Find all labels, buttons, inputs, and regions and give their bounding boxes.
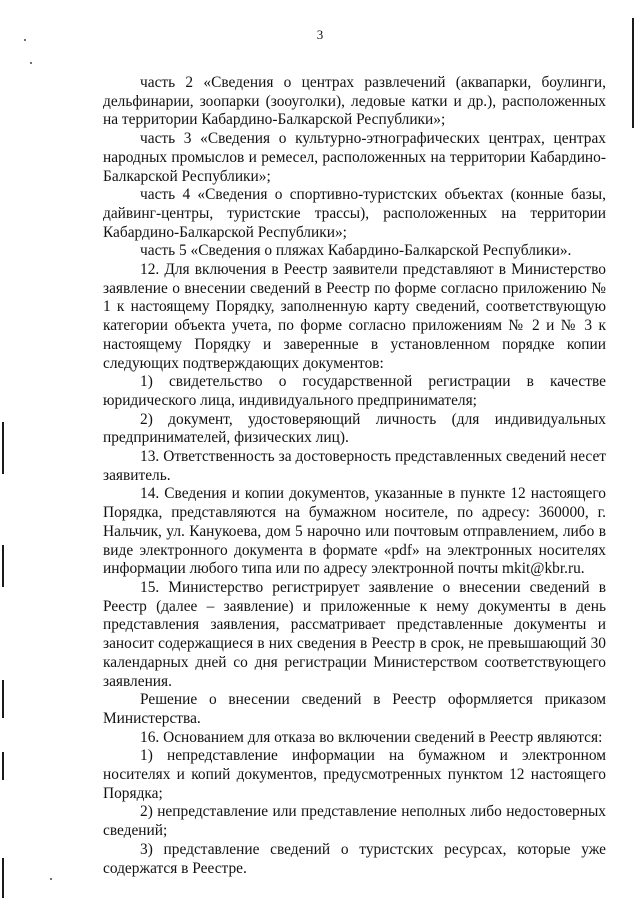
paragraph-part-2: часть 2 «Сведения о центрах развлечений (аквапарки, боулинги, дельфинарии, зоопарки (зооуголки), ледовые катки и др.), расположенных на территории Кабардино-Балкарской Республики»; — [103, 74, 606, 129]
paragraph-decision: Решение о внесении сведений в Реестр оформляется приказом Министерства. — [103, 691, 606, 727]
document-body — [103, 74, 606, 878]
scan-edge-mark-left — [2, 858, 4, 898]
scan-edge-mark-left — [2, 680, 4, 718]
paragraph-part-3: часть 3 «Сведения о культурно-этнографических центрах, центрах народных промыслов и ремесел, расположенных на территории Кабардино-Балкарской Республики»; — [103, 130, 606, 185]
paragraph-item-15: 15. Министерство регистрирует заявление о внесении сведений в Реестр (далее – заявление) и приложенные к нему документы в день представления заявления, рассматривает представленные документы и заносит содержащиеся в них сведения в Реестр в срок, не превышающий 30 календарных дней со дня регистрации Министерством соответствующего заявления. — [103, 578, 606, 690]
paragraph-item-16-1: 1) непредставление информации на бумажном и электронном носителях и копий документов, предусмотренных пунктом 12 настоящего Порядка; — [103, 747, 606, 802]
paragraph-item-12: 12. Для включения в Реестр заявители представляют в Министерство заявление о внесении сведений в Реестр по форме согласно приложению № 1 к настоящему Порядку, заполненную карту сведений, соответствующую категории объекта учета, по форме согласно приложениям № 2 и № 3 к настоящему Порядку и заверенные в установленном порядке копии следующих подтверждающих документов: — [103, 261, 606, 372]
page-number: 3 — [316, 27, 324, 42]
paragraph-part-4: часть 4 «Сведения о спортивно-туристских объектах (конные базы, дайвинг-центры, туристские трассы), расположенных на территории Кабардино-Балкарской Республики»; — [103, 186, 606, 241]
scan-edge-mark-left — [2, 422, 4, 474]
paragraph-item-16-3: 3) представление сведений о туристских ресурсах, которые уже содержатся в Реестре. — [103, 840, 606, 877]
paragraph-item-12-2: 2) документ, удостоверяющий личность (для индивидуальных предпринимателей, физических лиц). — [103, 410, 606, 447]
scan-speck — [24, 39, 26, 41]
paragraph-item-14: 14. Сведения и копии документов, указанные в пункте 12 настоящего Порядка, представляются на бумажном носителе, по адресу: 360000, г. Нальчик, ул. Канукоева, дом 5 нарочно или почтовым отправлением, либо в виде электронного документа в формате «pdf» на электронных носителях информации любого типа или по адресу электронной почты mkit@kbr.ru. — [103, 485, 606, 578]
paragraph-item-16-2: 2) непредставление или представление неполных либо недостоверных сведений; — [103, 803, 606, 840]
scan-speck — [30, 62, 32, 64]
paragraph-item-12-1: 1) свидетельство о государственной регистрации в качестве юридического лица, индивидуального предпринимателя; — [103, 373, 606, 409]
scan-speck — [50, 878, 52, 880]
scan-edge-mark-right — [632, 18, 634, 128]
paragraph-item-16: 16. Основанием для отказа во включении сведений в Реестр являются: — [140, 728, 603, 746]
paragraph-part-5: часть 5 «Сведения о пляжах Кабардино-Балкарской Республики». — [140, 242, 572, 260]
scan-edge-mark-left — [2, 545, 4, 587]
scan-edge-mark-left — [2, 752, 4, 780]
paragraph-item-13: 13. Ответственность за достоверность представленных сведений несет заявитель. — [103, 448, 606, 484]
